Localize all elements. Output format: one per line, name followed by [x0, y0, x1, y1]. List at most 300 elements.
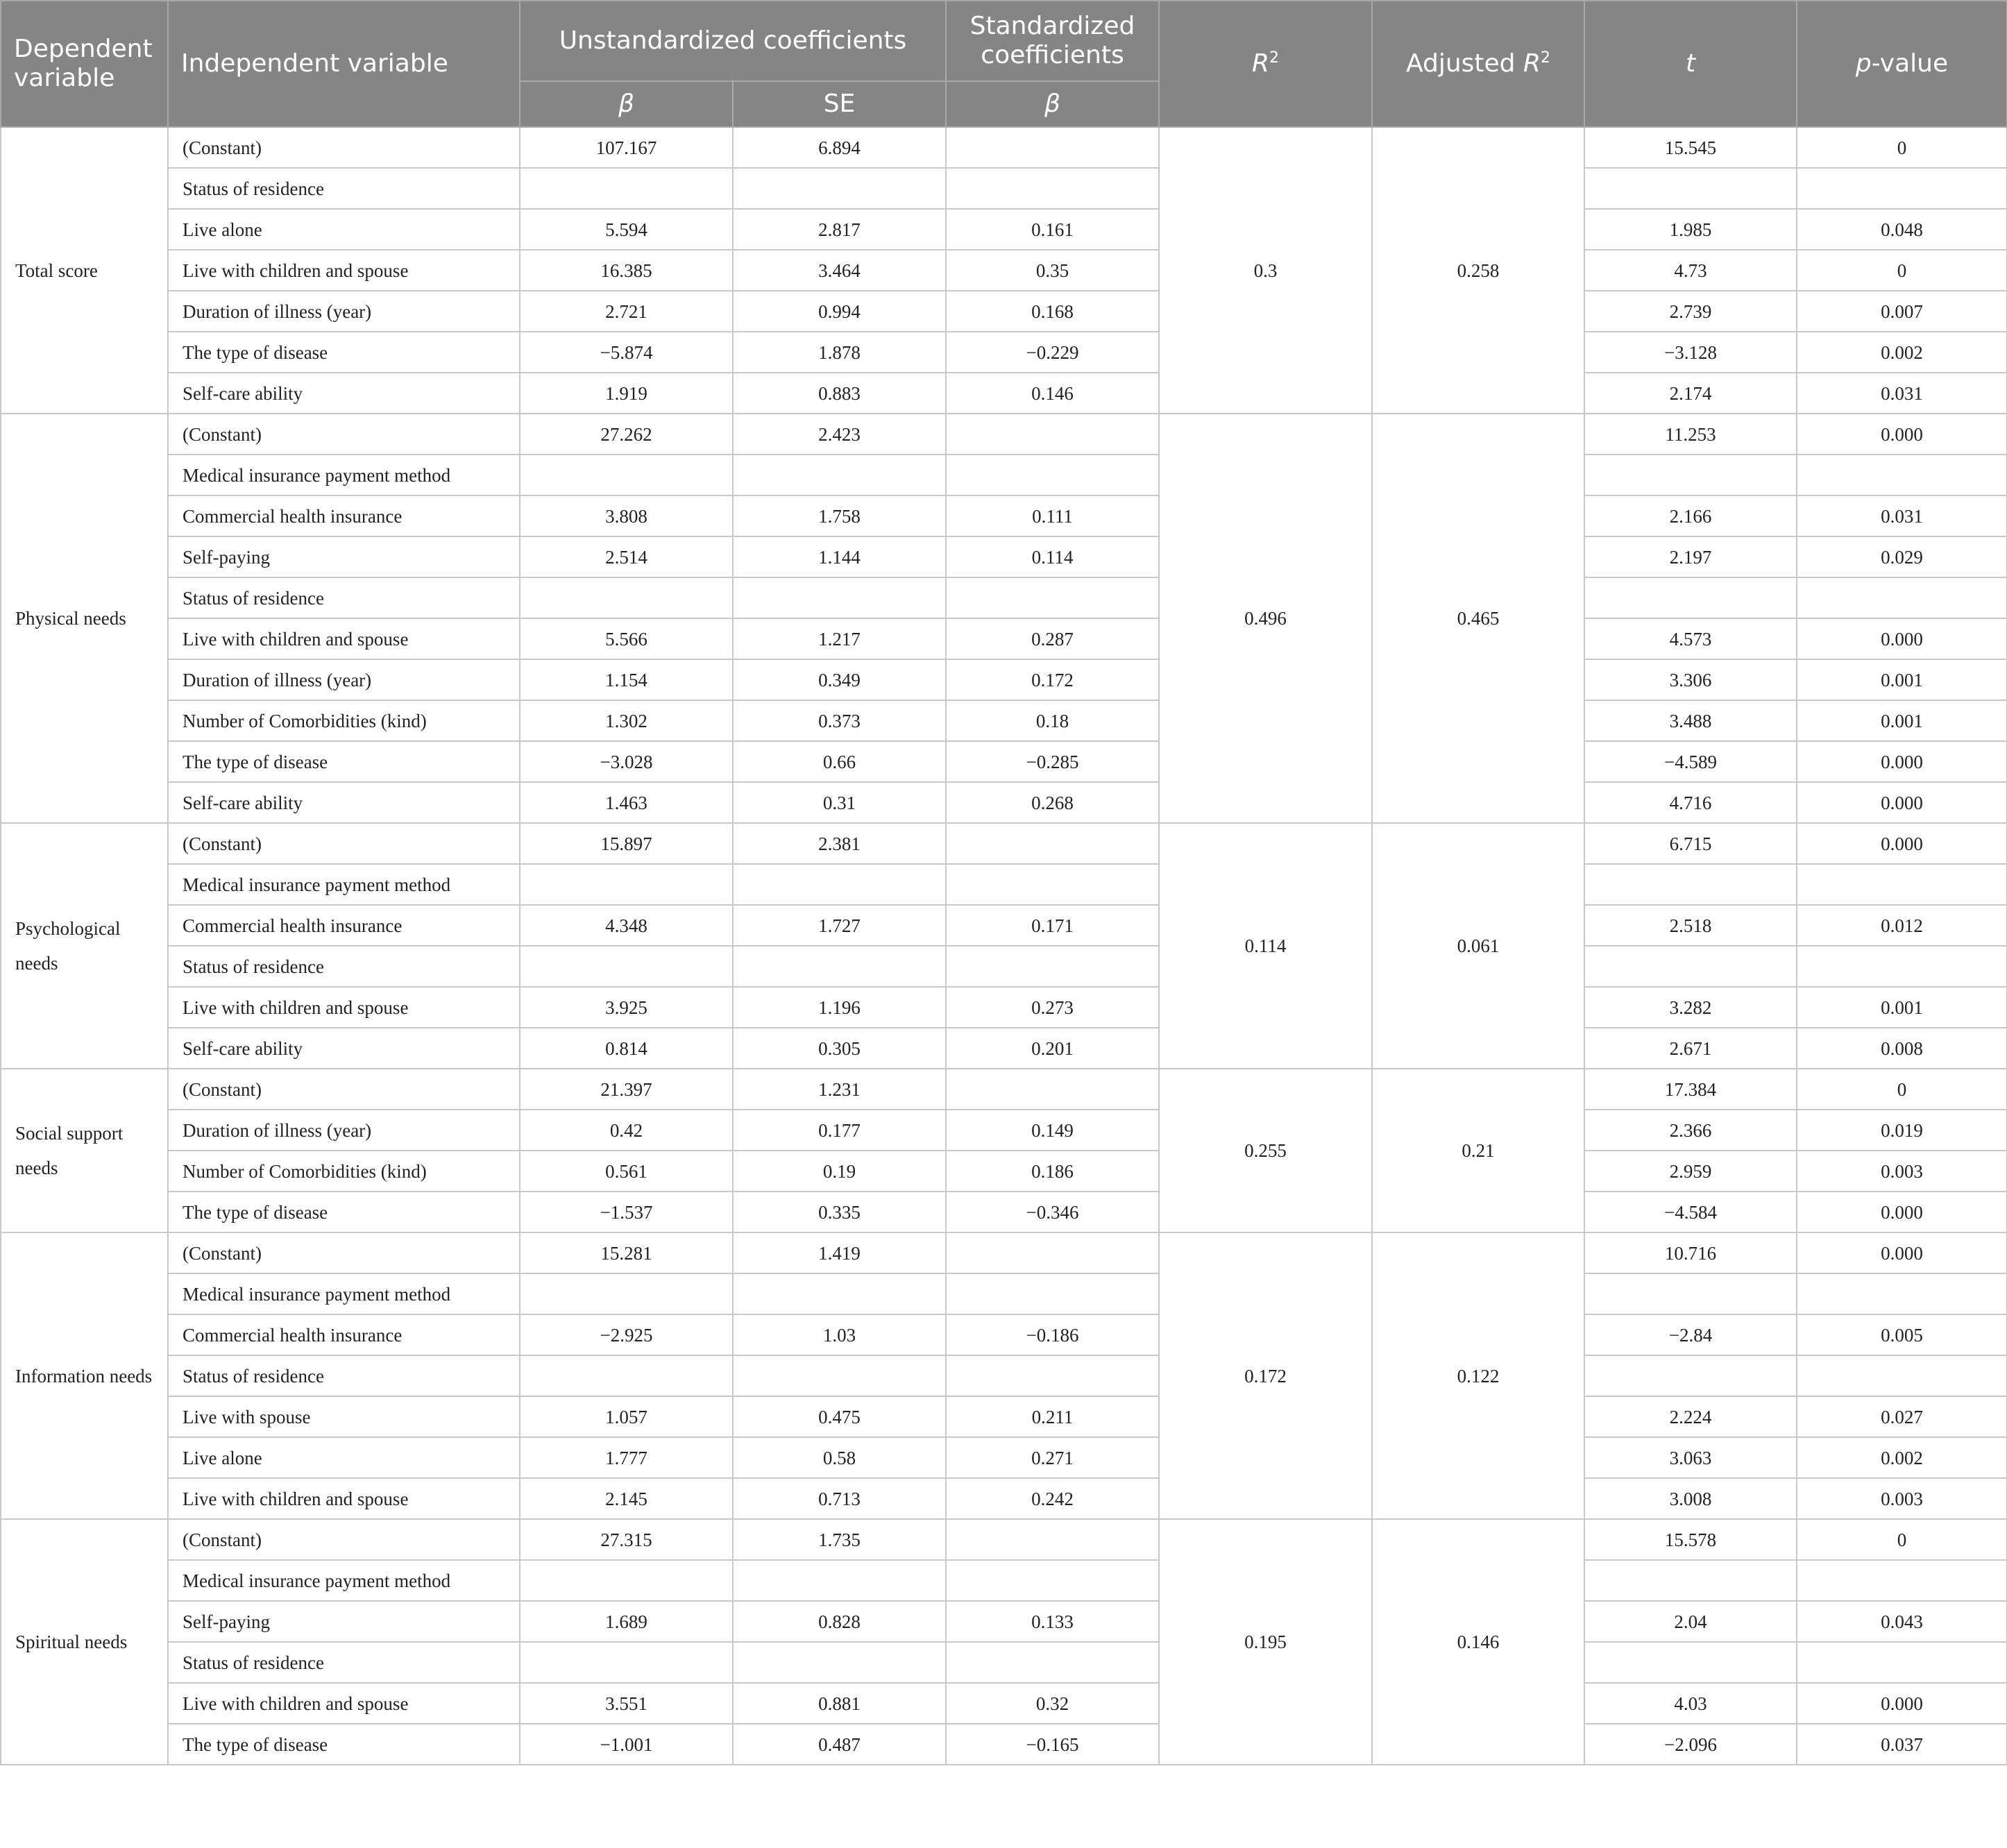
p-value-cell: 0.043 — [1797, 1601, 2007, 1642]
t-value-cell — [1584, 1642, 1797, 1683]
p-value-cell: 0.001 — [1797, 987, 2007, 1028]
header-standardized-coefficients: Standardized coefficients — [946, 1, 1159, 81]
p-value-cell — [1797, 455, 2007, 495]
table-row — [1, 946, 2007, 987]
se-cell: 0.828 — [733, 1601, 946, 1642]
independent-variable-cell: Duration of illness (year) — [168, 291, 520, 332]
se-cell: 0.881 — [733, 1683, 946, 1724]
std-beta-cell: 0.18 — [946, 700, 1159, 741]
table-row — [1, 700, 2007, 741]
independent-variable-cell: Status of residence — [168, 1355, 520, 1396]
independent-variable-cell: Medical insurance payment method — [168, 455, 520, 495]
t-value-cell — [1584, 864, 1797, 905]
dependent-variable-cell: Spiritual needs — [1, 1519, 168, 1765]
se-cell — [733, 864, 946, 905]
p-value-cell: 0.002 — [1797, 332, 2007, 373]
unstd-beta-cell: 1.302 — [520, 700, 733, 741]
unstd-beta-cell: 1.777 — [520, 1437, 733, 1478]
unstd-beta-cell — [520, 1560, 733, 1601]
p-value-cell: 0.029 — [1797, 536, 2007, 577]
p-value-cell: 0.001 — [1797, 659, 2007, 700]
unstd-beta-cell: 15.897 — [520, 823, 733, 864]
independent-variable-cell: (Constant) — [168, 414, 520, 455]
header-t: t — [1584, 1, 1797, 127]
unstd-beta-cell: 1.463 — [520, 782, 733, 823]
independent-variable-cell: Self-care ability — [168, 782, 520, 823]
independent-variable-cell: Live with children and spouse — [168, 987, 520, 1028]
unstd-beta-cell: 4.348 — [520, 905, 733, 946]
independent-variable-cell: Status of residence — [168, 577, 520, 618]
t-value-cell: 3.306 — [1584, 659, 1797, 700]
unstd-beta-cell: −3.028 — [520, 741, 733, 782]
se-cell: 1.727 — [733, 905, 946, 946]
header-adjusted-r-squared — [1372, 1, 1584, 127]
adjusted-r-squared-cell: 0.465 — [1372, 414, 1584, 823]
independent-variable-cell: Live alone — [168, 1437, 520, 1478]
table-row — [1, 618, 2007, 659]
adjusted-r-squared-cell: 0.146 — [1372, 1519, 1584, 1765]
p-value-cell: 0.037 — [1797, 1724, 2007, 1765]
se-cell: 1.196 — [733, 987, 946, 1028]
t-value-cell — [1584, 946, 1797, 987]
independent-variable-cell: Live with children and spouse — [168, 1683, 520, 1724]
t-value-cell: 11.253 — [1584, 414, 1797, 455]
dependent-variable-cell: Social support needs — [1, 1069, 168, 1232]
std-beta-cell: 0.171 — [946, 905, 1159, 946]
independent-variable-cell: Self-paying — [168, 536, 520, 577]
independent-variable-cell: (Constant) — [168, 127, 520, 168]
independent-variable-cell: Live with children and spouse — [168, 618, 520, 659]
unstd-beta-cell: 16.385 — [520, 250, 733, 291]
p-value-cell: 0.000 — [1797, 741, 2007, 782]
table-row — [1, 1151, 2007, 1192]
std-beta-cell: 0.32 — [946, 1683, 1159, 1724]
std-beta-cell — [946, 823, 1159, 864]
std-beta-cell: 0.186 — [946, 1151, 1159, 1192]
std-beta-cell — [946, 1519, 1159, 1560]
table-row — [1, 250, 2007, 291]
se-cell — [733, 1642, 946, 1683]
adjusted-r-squared-cell: 0.21 — [1372, 1069, 1584, 1232]
table-row — [1, 1396, 2007, 1437]
std-beta-cell — [946, 946, 1159, 987]
se-cell: 0.335 — [733, 1192, 946, 1232]
r-squared-cell: 0.195 — [1159, 1519, 1372, 1765]
header-beta: β — [520, 81, 733, 127]
p-value-cell: 0.003 — [1797, 1478, 2007, 1519]
std-beta-cell — [946, 168, 1159, 209]
t-value-cell — [1584, 1355, 1797, 1396]
adjusted-r-squared-cell: 0.258 — [1372, 127, 1584, 414]
p-value-cell: 0.005 — [1797, 1314, 2007, 1355]
se-cell: 1.231 — [733, 1069, 946, 1110]
t-value-cell: 2.224 — [1584, 1396, 1797, 1437]
header-adjusted-symbol: R — [1523, 49, 1541, 78]
p-value-cell — [1797, 1560, 2007, 1601]
std-beta-cell: 0.273 — [946, 987, 1159, 1028]
se-cell: 0.305 — [733, 1028, 946, 1069]
r-squared-cell: 0.172 — [1159, 1232, 1372, 1519]
table-row — [1, 1314, 2007, 1355]
r-squared-cell: 0.114 — [1159, 823, 1372, 1069]
std-beta-cell: 0.146 — [946, 373, 1159, 414]
table-row — [1, 1069, 2007, 1110]
std-beta-cell: 0.201 — [946, 1028, 1159, 1069]
independent-variable-cell: Live with children and spouse — [168, 250, 520, 291]
independent-variable-cell: Self-paying — [168, 1601, 520, 1642]
unstd-beta-cell: 27.262 — [520, 414, 733, 455]
t-value-cell: 2.366 — [1584, 1110, 1797, 1151]
independent-variable-cell: Medical insurance payment method — [168, 1560, 520, 1601]
se-cell — [733, 455, 946, 495]
std-beta-cell — [946, 455, 1159, 495]
adjusted-r-squared-cell: 0.122 — [1372, 1232, 1584, 1519]
table-row — [1, 1110, 2007, 1151]
std-beta-cell — [946, 414, 1159, 455]
independent-variable-cell: (Constant) — [168, 1519, 520, 1560]
std-beta-cell — [946, 864, 1159, 905]
se-cell: 0.475 — [733, 1396, 946, 1437]
std-beta-cell — [946, 1232, 1159, 1273]
p-value-cell: 0.031 — [1797, 495, 2007, 536]
independent-variable-cell: The type of disease — [168, 1724, 520, 1765]
std-beta-cell: 0.211 — [946, 1396, 1159, 1437]
table-row — [1, 741, 2007, 782]
header-independent-variable: Independent variable — [168, 1, 520, 127]
p-value-cell: 0.000 — [1797, 1232, 2007, 1273]
se-cell: 0.58 — [733, 1437, 946, 1478]
p-value-cell: 0.000 — [1797, 1192, 2007, 1232]
dependent-variable-cell: Psychological needs — [1, 823, 168, 1069]
t-value-cell: −4.584 — [1584, 1192, 1797, 1232]
table-row — [1, 455, 2007, 495]
unstd-beta-cell: 5.594 — [520, 209, 733, 250]
se-cell: 6.894 — [733, 127, 946, 168]
unstd-beta-cell: 1.919 — [520, 373, 733, 414]
t-value-cell: 3.282 — [1584, 987, 1797, 1028]
unstd-beta-cell: −5.874 — [520, 332, 733, 373]
std-beta-cell: 0.268 — [946, 782, 1159, 823]
se-cell: 0.883 — [733, 373, 946, 414]
se-cell: 1.419 — [733, 1232, 946, 1273]
p-value-cell — [1797, 1642, 2007, 1683]
std-beta-cell: 0.161 — [946, 209, 1159, 250]
independent-variable-cell: Duration of illness (year) — [168, 659, 520, 700]
p-value-cell: 0.000 — [1797, 823, 2007, 864]
unstd-beta-cell: 5.566 — [520, 618, 733, 659]
t-value-cell — [1584, 1560, 1797, 1601]
header-p-suffix: -value — [1871, 49, 1949, 78]
std-beta-cell: −0.165 — [946, 1724, 1159, 1765]
header-dependent-variable: Dependent variable — [1, 1, 168, 127]
t-value-cell: −2.84 — [1584, 1314, 1797, 1355]
p-value-cell: 0.031 — [1797, 373, 2007, 414]
independent-variable-cell: Live with children and spouse — [168, 1478, 520, 1519]
p-value-cell — [1797, 168, 2007, 209]
independent-variable-cell: Live alone — [168, 209, 520, 250]
unstd-beta-cell — [520, 1642, 733, 1683]
table-row — [1, 1478, 2007, 1519]
table-row — [1, 495, 2007, 536]
table-row — [1, 1601, 2007, 1642]
se-cell: 0.349 — [733, 659, 946, 700]
table-row — [1, 577, 2007, 618]
p-value-cell — [1797, 1355, 2007, 1396]
header-unstandardized-coefficients: Unstandardized coefficients — [520, 1, 946, 81]
table-row — [1, 1560, 2007, 1601]
p-value-cell: 0.000 — [1797, 618, 2007, 659]
se-cell — [733, 1355, 946, 1396]
unstd-beta-cell — [520, 455, 733, 495]
r-squared-cell: 0.496 — [1159, 414, 1372, 823]
se-cell: 1.03 — [733, 1314, 946, 1355]
table-row — [1, 1519, 2007, 1560]
t-value-cell: 17.384 — [1584, 1069, 1797, 1110]
p-value-cell: 0.019 — [1797, 1110, 2007, 1151]
table-row — [1, 1437, 2007, 1478]
unstd-beta-cell: 3.925 — [520, 987, 733, 1028]
t-value-cell: 2.959 — [1584, 1151, 1797, 1192]
independent-variable-cell: (Constant) — [168, 1232, 520, 1273]
table-row — [1, 209, 2007, 250]
table-row — [1, 659, 2007, 700]
table-row — [1, 1232, 2007, 1273]
adjusted-r-squared-cell: 0.061 — [1372, 823, 1584, 1069]
p-value-cell: 0 — [1797, 1069, 2007, 1110]
std-beta-cell: −0.285 — [946, 741, 1159, 782]
p-value-cell: 0.002 — [1797, 1437, 2007, 1478]
std-beta-cell: 0.287 — [946, 618, 1159, 659]
unstd-beta-cell: 27.315 — [520, 1519, 733, 1560]
std-beta-cell — [946, 127, 1159, 168]
se-cell: 1.878 — [733, 332, 946, 373]
t-value-cell: 15.578 — [1584, 1519, 1797, 1560]
std-beta-cell: 0.168 — [946, 291, 1159, 332]
t-value-cell — [1584, 168, 1797, 209]
unstd-beta-cell: −1.537 — [520, 1192, 733, 1232]
se-cell: 0.994 — [733, 291, 946, 332]
std-beta-cell: 0.111 — [946, 495, 1159, 536]
std-beta-cell: 0.35 — [946, 250, 1159, 291]
se-cell: 1.735 — [733, 1519, 946, 1560]
table-row — [1, 782, 2007, 823]
header-r-squared-sup: 2 — [1269, 49, 1279, 67]
se-cell: 0.66 — [733, 741, 946, 782]
t-value-cell — [1584, 577, 1797, 618]
table-row — [1, 905, 2007, 946]
table-row — [1, 536, 2007, 577]
t-value-cell: 2.174 — [1584, 373, 1797, 414]
p-value-cell: 0.012 — [1797, 905, 2007, 946]
unstd-beta-cell: 3.808 — [520, 495, 733, 536]
unstd-beta-cell — [520, 1355, 733, 1396]
t-value-cell: 3.488 — [1584, 700, 1797, 741]
independent-variable-cell: (Constant) — [168, 1069, 520, 1110]
header-se: SE — [733, 81, 946, 127]
independent-variable-cell: Commercial health insurance — [168, 495, 520, 536]
table-row — [1, 127, 2007, 168]
p-value-cell — [1797, 577, 2007, 618]
table-row — [1, 1683, 2007, 1724]
r-squared-cell: 0.255 — [1159, 1069, 1372, 1232]
std-beta-cell: 0.242 — [946, 1478, 1159, 1519]
std-beta-cell — [946, 1069, 1159, 1110]
p-value-cell: 0.008 — [1797, 1028, 2007, 1069]
p-value-cell: 0.000 — [1797, 414, 2007, 455]
p-value-cell: 0 — [1797, 127, 2007, 168]
std-beta-cell: −0.229 — [946, 332, 1159, 373]
independent-variable-cell: The type of disease — [168, 741, 520, 782]
t-value-cell: 4.73 — [1584, 250, 1797, 291]
independent-variable-cell: Live with spouse — [168, 1396, 520, 1437]
t-value-cell — [1584, 1273, 1797, 1314]
p-value-cell — [1797, 864, 2007, 905]
t-value-cell: 2.166 — [1584, 495, 1797, 536]
std-beta-cell — [946, 1560, 1159, 1601]
t-value-cell: −4.589 — [1584, 741, 1797, 782]
unstd-beta-cell: 3.551 — [520, 1683, 733, 1724]
se-cell — [733, 1560, 946, 1601]
independent-variable-cell: Self-care ability — [168, 1028, 520, 1069]
unstd-beta-cell: 1.154 — [520, 659, 733, 700]
unstd-beta-cell: 1.689 — [520, 1601, 733, 1642]
independent-variable-cell: Duration of illness (year) — [168, 1110, 520, 1151]
std-beta-cell: −0.346 — [946, 1192, 1159, 1232]
dependent-variable-cell: Information needs — [1, 1232, 168, 1519]
unstd-beta-cell: 0.561 — [520, 1151, 733, 1192]
unstd-beta-cell: −1.001 — [520, 1724, 733, 1765]
t-value-cell: −3.128 — [1584, 332, 1797, 373]
t-value-cell: 2.518 — [1584, 905, 1797, 946]
p-value-cell: 0 — [1797, 1519, 2007, 1560]
unstd-beta-cell: 0.42 — [520, 1110, 733, 1151]
std-beta-cell — [946, 577, 1159, 618]
dependent-variable-cell: Total score — [1, 127, 168, 414]
unstd-beta-cell — [520, 168, 733, 209]
t-value-cell: 15.545 — [1584, 127, 1797, 168]
table-row — [1, 373, 2007, 414]
se-cell: 0.177 — [733, 1110, 946, 1151]
se-cell: 1.144 — [733, 536, 946, 577]
table-header — [1, 1, 2007, 127]
p-value-cell: 0 — [1797, 250, 2007, 291]
independent-variable-cell: Status of residence — [168, 168, 520, 209]
std-beta-cell: 0.149 — [946, 1110, 1159, 1151]
se-cell: 1.758 — [733, 495, 946, 536]
se-cell: 0.19 — [733, 1151, 946, 1192]
se-cell — [733, 946, 946, 987]
independent-variable-cell: Number of Comorbidities (kind) — [168, 700, 520, 741]
independent-variable-cell: Commercial health insurance — [168, 1314, 520, 1355]
header-p-symbol: p — [1855, 49, 1872, 78]
se-cell: 0.713 — [733, 1478, 946, 1519]
independent-variable-cell: Number of Comorbidities (kind) — [168, 1151, 520, 1192]
p-value-cell: 0.007 — [1797, 291, 2007, 332]
unstd-beta-cell — [520, 1273, 733, 1314]
table-row — [1, 1724, 2007, 1765]
t-value-cell: 2.04 — [1584, 1601, 1797, 1642]
p-value-cell — [1797, 1273, 2007, 1314]
t-value-cell: 1.985 — [1584, 209, 1797, 250]
t-value-cell: 2.739 — [1584, 291, 1797, 332]
se-cell — [733, 577, 946, 618]
t-value-cell: 2.671 — [1584, 1028, 1797, 1069]
std-beta-cell: 0.114 — [946, 536, 1159, 577]
t-value-cell: 4.573 — [1584, 618, 1797, 659]
std-beta-cell — [946, 1642, 1159, 1683]
table-row — [1, 987, 2007, 1028]
independent-variable-cell: Medical insurance payment method — [168, 1273, 520, 1314]
se-cell: 2.423 — [733, 414, 946, 455]
unstd-beta-cell: 2.145 — [520, 1478, 733, 1519]
se-cell: 3.464 — [733, 250, 946, 291]
unstd-beta-cell: 15.281 — [520, 1232, 733, 1273]
table-row — [1, 1642, 2007, 1683]
t-value-cell: 4.716 — [1584, 782, 1797, 823]
unstd-beta-cell: 1.057 — [520, 1396, 733, 1437]
unstd-beta-cell — [520, 577, 733, 618]
header-r-squared — [1159, 1, 1372, 127]
table-body — [1, 127, 2007, 1765]
independent-variable-cell: Commercial health insurance — [168, 905, 520, 946]
p-value-cell: 0.048 — [1797, 209, 2007, 250]
independent-variable-cell: Status of residence — [168, 946, 520, 987]
se-cell: 2.817 — [733, 209, 946, 250]
dependent-variable-cell: Physical needs — [1, 414, 168, 823]
t-value-cell: −2.096 — [1584, 1724, 1797, 1765]
table-row — [1, 291, 2007, 332]
header-p-value — [1797, 1, 2007, 127]
t-value-cell: 10.716 — [1584, 1232, 1797, 1273]
r-squared-cell: 0.3 — [1159, 127, 1372, 414]
std-beta-cell: 0.172 — [946, 659, 1159, 700]
header-adjusted-sup: 2 — [1541, 49, 1550, 67]
p-value-cell: 0.027 — [1797, 1396, 2007, 1437]
table-row — [1, 823, 2007, 864]
se-cell: 1.217 — [733, 618, 946, 659]
unstd-beta-cell: 2.721 — [520, 291, 733, 332]
se-cell — [733, 168, 946, 209]
p-value-cell: 0.003 — [1797, 1151, 2007, 1192]
header-adjusted-prefix: Adjusted — [1406, 49, 1523, 78]
p-value-cell: 0.001 — [1797, 700, 2007, 741]
table-row — [1, 1273, 2007, 1314]
unstd-beta-cell: −2.925 — [520, 1314, 733, 1355]
unstd-beta-cell: 0.814 — [520, 1028, 733, 1069]
std-beta-cell — [946, 1273, 1159, 1314]
table-row — [1, 332, 2007, 373]
table-row — [1, 1192, 2007, 1232]
independent-variable-cell: Medical insurance payment method — [168, 864, 520, 905]
independent-variable-cell: Status of residence — [168, 1642, 520, 1683]
unstd-beta-cell — [520, 946, 733, 987]
std-beta-cell: 0.271 — [946, 1437, 1159, 1478]
se-cell: 2.381 — [733, 823, 946, 864]
header-std-beta: β — [946, 81, 1159, 127]
p-value-cell: 0.000 — [1797, 782, 2007, 823]
t-value-cell: 3.008 — [1584, 1478, 1797, 1519]
unstd-beta-cell — [520, 864, 733, 905]
se-cell: 0.31 — [733, 782, 946, 823]
header-r-squared-symbol: R — [1251, 49, 1269, 78]
t-value-cell: 4.03 — [1584, 1683, 1797, 1724]
unstd-beta-cell: 21.397 — [520, 1069, 733, 1110]
independent-variable-cell: The type of disease — [168, 1192, 520, 1232]
p-value-cell — [1797, 946, 2007, 987]
table-row — [1, 1355, 2007, 1396]
t-value-cell: 6.715 — [1584, 823, 1797, 864]
std-beta-cell: −0.186 — [946, 1314, 1159, 1355]
